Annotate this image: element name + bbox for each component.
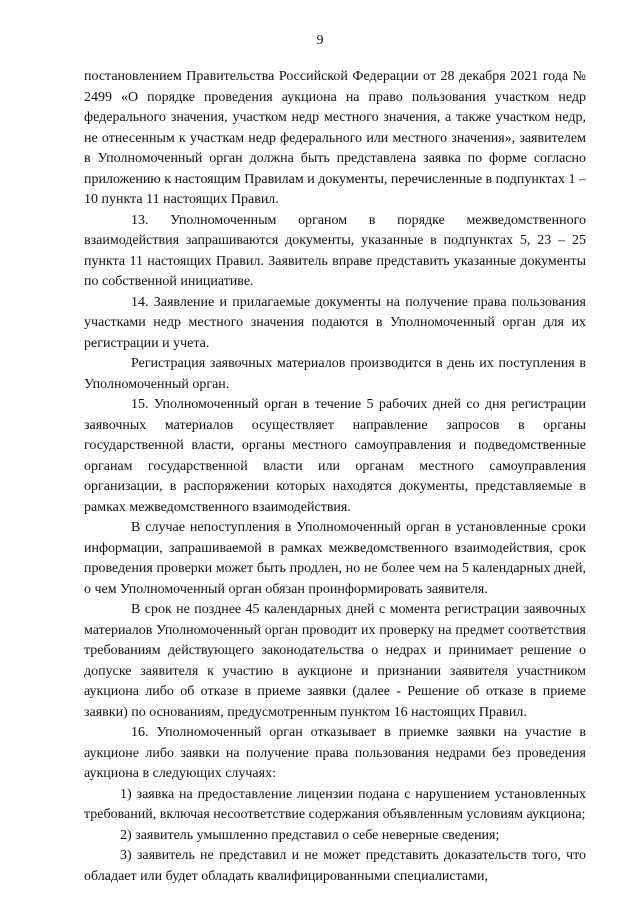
paragraph-13: 13. Уполномоченным органом в порядке межведомственного взаимодействия запрашиваются документы, указанные в подпунктах 5, 23 – 25 пункта 11 настоящих Правил. Заявитель вправе представить указанные документы по собственной инициативе. xyxy=(84,212,586,289)
paragraph-14: 14. Заявление и прилагаемые документы на получение права пользования участками недр местного значения подаются в Уполномоченный орган для их регистрации и учета. xyxy=(84,294,586,351)
list-item-1: 1) заявка на предоставление лицензии подана с нарушением установленных требований, включая несоответствие содержания объявленным условиям аукциона; xyxy=(84,786,586,822)
paragraph-nonreceipt: В случае непоступления в Уполномоченный орган в установленные сроки информации, запрашиваемой в рамках межведомственного взаимодействия, срок проведения проверки может быть продлен, но не более чем на 5 календарных дней, о чем Уполномоченный орган обязан проинформировать заявителя. xyxy=(84,520,586,597)
document-body xyxy=(84,67,586,887)
paragraph-15: 15. Уполномоченный орган в течение 5 рабочих дней со дня регистрации заявочных материалов осуществляет направление запросов в органы государственной власти, органы местного самоуправления и подведомственные органам государственной власти или органам местного самоуправления организации, в распоряжении которых находятся документы, представляемые в рамках межведомственного взаимодействия. xyxy=(84,397,586,515)
paragraph-45-days: В срок не позднее 45 календарных дней с момента регистрации заявочных материалов Уполномоченный орган проводит их проверку на предмет соответствия требованиям действующего законодательства о недрах и принимает решение о допуске заявителя к участию в аукционе и признании заявителя участником аукциона либо об отказе в приеме заявки (далее - Решение об отказе в приеме заявки) по основаниям, предусмотренным пунктом 16 настоящих Правил. xyxy=(84,602,586,720)
list-item-3: 3) заявитель не представил и не может представить доказательств того, что обладает или будет обладать квалифицированными специалистами, xyxy=(84,848,586,884)
list-item-2: 2) заявитель умышленно представил о себе неверные сведения; xyxy=(120,827,500,843)
paragraph-16: 16. Уполномоченный орган отказывает в приемке заявки на участие в аукционе либо заявки на получение права пользования недрами без проведения аукциона в следующих случаях: xyxy=(84,725,586,781)
paragraph-registration: Регистрация заявочных материалов производится в день их поступления в Уполномоченный орган. xyxy=(84,356,586,392)
paragraph-continuation: постановлением Правительства Российской Федерации от 28 декабря 2021 года № 2499 «О порядке проведения аукциона на право пользования участком недр федерального значения, участком недр местного значения, а также участком недр, не отнесенным к участкам недр федерального или местного значения», заявителем в Уполномоченный орган должна быть представлена заявка по форме согласно приложению к настоящим Правилам и документы, перечисленные в подпунктах 1 – 10 пункта 11 настоящих Правил. xyxy=(84,69,586,207)
page-number: 9 xyxy=(316,33,324,48)
